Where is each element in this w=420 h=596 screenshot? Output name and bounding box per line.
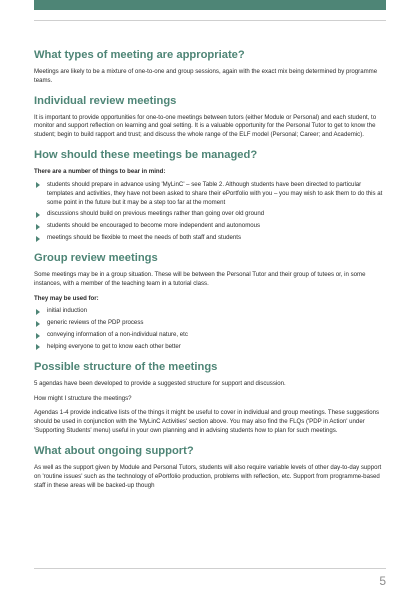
section-heading: Possible structure of the meetings <box>34 360 218 373</box>
triangle-bullet-icon <box>36 182 40 188</box>
list-item-text: helping everyone to get to know each other better <box>47 342 181 350</box>
header-color-bar <box>34 0 386 10</box>
body-paragraph: Meetings are likely to be a mixture of one-to-one and group sessions, again with the exact mix being determined by programme teams. <box>34 68 378 84</box>
list-item-text: generic reviews of the PDP process <box>47 319 144 327</box>
list-item <box>34 331 386 340</box>
section-meeting-management <box>34 148 386 243</box>
section-meeting-structure <box>34 360 386 436</box>
list-item <box>34 210 386 219</box>
lead-text: There are a number of things to bear in mind: <box>34 168 166 176</box>
list-item <box>34 222 386 231</box>
body-paragraph: How might I structure the meetings? <box>34 394 132 402</box>
section-ongoing-support <box>34 444 386 490</box>
triangle-bullet-icon <box>36 212 40 218</box>
triangle-bullet-icon <box>36 344 40 350</box>
list-item <box>34 181 386 207</box>
list-item-text: students should be encouraged to become more independent and autonomous <box>47 222 261 230</box>
triangle-bullet-icon <box>36 333 40 339</box>
triangle-bullet-icon <box>36 309 40 315</box>
body-paragraph: It is important to provide opportunities for one-to-one meetings between tutors (either Module or Personal) and each student, to monitor and support reflection on learning and goal setting. It is a valuable opportunity for the Personal Tutor to get to know the student; begin to build rapport and trust; and discuss the whole range of the ELF model (Personal; Career; and Academic). <box>34 113 377 139</box>
list-item-text: students should prepare in advance using 'MyLinC' – see Table 2. Although students have been directed to particular templates and activities, they have not been asked to share their ePortfolio with you – you may wish to ask them to do this at some point in the future but it may be a step too far at the moment <box>47 180 383 206</box>
lead-text: They may be used for: <box>34 294 99 302</box>
section-group-review <box>34 251 386 352</box>
list-item <box>34 307 386 316</box>
section-heading: Individual review meetings <box>34 94 177 107</box>
header-divider <box>34 20 386 21</box>
triangle-bullet-icon <box>36 321 40 327</box>
page-number: 5 <box>379 574 386 588</box>
list-item-text: initial induction <box>47 307 87 315</box>
page-content <box>34 48 386 498</box>
bullet-list <box>34 181 386 243</box>
section-heading: What about ongoing support? <box>34 444 194 457</box>
body-paragraph: As well as the support given by Module and Personal Tutors, students will also require variable levels of other day-to-day support on 'routine issues' such as the technology of ePortfolio production, problems with reflection, etc. Support from programme-based staff in these areas will be backed-up though <box>34 463 382 489</box>
body-paragraph: Agendas 1-4 provide indicative lists of the things it might be useful to cover in individual and group meetings. These suggestions should be used in conjunction with the 'MyLinC Activities' section above. You may also find the FLQs ('PDP in Action' under 'Supporting Students' menu) useful in your own planning and in advising students how to plan for such meetings. <box>34 409 380 435</box>
triangle-bullet-icon <box>36 236 40 242</box>
list-item-text: discussions should build on previous meetings rather than going over old ground <box>47 210 265 218</box>
section-meeting-types <box>34 48 386 86</box>
body-paragraph: Some meetings may be in a group situation. These will be between the Personal Tutor and their group of tutees or, in some instances, with a member of the teaching team in a tutorial class. <box>34 270 366 287</box>
list-item <box>34 234 386 243</box>
list-item-text: meetings should be flexible to meet the needs of both staff and students <box>47 234 242 242</box>
triangle-bullet-icon <box>36 224 40 230</box>
list-item <box>34 319 386 328</box>
list-item-text: conveying information of a non-individual nature, etc <box>47 331 188 339</box>
list-item <box>34 343 386 352</box>
section-heading: What types of meeting are appropriate? <box>34 49 245 61</box>
section-individual-review <box>34 94 386 140</box>
bullet-list <box>34 307 386 351</box>
section-heading: Group review meetings <box>34 251 158 264</box>
body-paragraph: 5 agendas have been developed to provide a suggested structure for support and discussion. <box>34 379 286 387</box>
section-heading: How should these meetings be managed? <box>34 149 258 162</box>
footer-divider <box>34 568 386 569</box>
